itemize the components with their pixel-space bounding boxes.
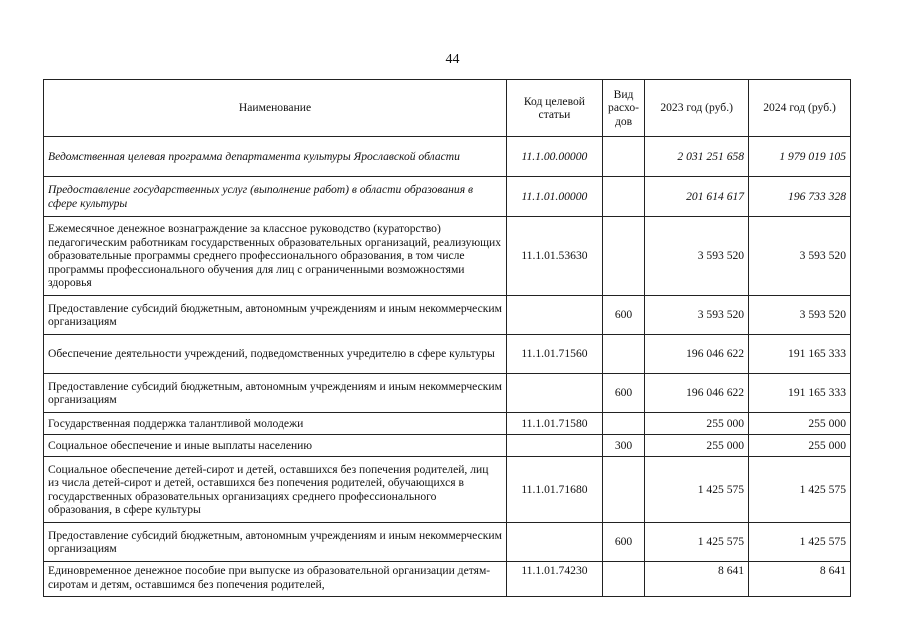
row-2024: 3 593 520 xyxy=(749,296,851,335)
row-2024: 1 979 019 105 xyxy=(749,137,851,177)
header-2024: 2024 год (руб.) xyxy=(749,80,851,137)
row-kind xyxy=(602,177,644,217)
header-kind: Вид расхо-дов xyxy=(602,80,644,137)
row-2023: 196 046 622 xyxy=(645,374,749,413)
row-kind: 300 xyxy=(602,435,644,457)
table-row xyxy=(44,435,851,457)
table-row xyxy=(44,217,851,296)
row-2023: 3 593 520 xyxy=(645,217,749,296)
row-2024: 255 000 xyxy=(749,413,851,435)
row-name: Ведомственная целевая программа департамента культуры Ярославской области xyxy=(44,137,507,177)
header-code: Код целевой статьи xyxy=(507,80,603,137)
row-kind xyxy=(602,413,644,435)
row-code xyxy=(507,523,603,562)
row-kind: 600 xyxy=(602,523,644,562)
row-2024: 1 425 575 xyxy=(749,523,851,562)
row-kind xyxy=(602,217,644,296)
row-name: Ежемесячное денежное вознаграждение за классное руководство (кураторство) педагогическим работникам государственных образовательных организаций, реализующих образовательные программы среднего профессионального образования, в том числе программы профессионального обучения для лиц с ограниченными возможностями здоровья xyxy=(44,217,507,296)
row-name: Предоставление субсидий бюджетным, автономным учреждениям и иным некоммерческим организациям xyxy=(44,523,507,562)
row-code: 11.1.01.53630 xyxy=(507,217,603,296)
row-2023: 201 614 617 xyxy=(645,177,749,217)
table-row xyxy=(44,562,851,597)
row-name: Государственная поддержка талантливой молодежи xyxy=(44,413,507,435)
row-2023: 8 641 xyxy=(645,562,749,597)
row-name: Предоставление субсидий бюджетным, автономным учреждениям и иным некоммерческим организациям xyxy=(44,296,507,335)
row-kind xyxy=(602,562,644,597)
row-2024: 255 000 xyxy=(749,435,851,457)
row-code: 11.1.00.00000 xyxy=(507,137,603,177)
row-kind xyxy=(602,457,644,523)
table-row xyxy=(44,296,851,335)
row-2023: 255 000 xyxy=(645,413,749,435)
row-code: 11.1.01.00000 xyxy=(507,177,603,217)
table-row xyxy=(44,413,851,435)
row-name: Единовременное денежное пособие при выпуске из образовательной организации детям-сиротам и детям, оставшимся без попечения родителей, xyxy=(44,562,507,597)
row-kind xyxy=(602,137,644,177)
table-row xyxy=(44,177,851,217)
page-number: 44 xyxy=(445,52,460,67)
row-name: Социальное обеспечение детей-сирот и детей, оставшихся без попечения родителей, лиц из числа детей-сирот и детей, оставшихся без попечения родителей, обучающихся в государственных образовательных организациях среднего профессионального образования, в сфере культуры xyxy=(44,457,507,523)
row-name: Предоставление субсидий бюджетным, автономным учреждениям и иным некоммерческим организациям xyxy=(44,374,507,413)
budget-table xyxy=(43,79,851,597)
table-row xyxy=(44,335,851,374)
row-2024: 196 733 328 xyxy=(749,177,851,217)
row-2024: 191 165 333 xyxy=(749,374,851,413)
table-row xyxy=(44,523,851,562)
row-code: 11.1.01.71560 xyxy=(507,335,603,374)
row-2024: 3 593 520 xyxy=(749,217,851,296)
table-header-row xyxy=(44,80,851,137)
table-row xyxy=(44,374,851,413)
row-2024: 191 165 333 xyxy=(749,335,851,374)
row-2023: 2 031 251 658 xyxy=(645,137,749,177)
row-2024: 8 641 xyxy=(749,562,851,597)
row-2023: 255 000 xyxy=(645,435,749,457)
row-kind: 600 xyxy=(602,296,644,335)
row-code xyxy=(507,374,603,413)
row-name: Предоставление государственных услуг (выполнение работ) в области образования в сфере культуры xyxy=(44,177,507,217)
row-2024: 1 425 575 xyxy=(749,457,851,523)
row-code xyxy=(507,435,603,457)
header-2023: 2023 год (руб.) xyxy=(645,80,749,137)
row-name: Обеспечение деятельности учреждений, подведомственных учредителю в сфере культуры xyxy=(44,335,507,374)
row-kind: 600 xyxy=(602,374,644,413)
row-kind xyxy=(602,335,644,374)
row-2023: 196 046 622 xyxy=(645,335,749,374)
table-row xyxy=(44,457,851,523)
row-code: 11.1.01.74230 xyxy=(507,562,603,597)
row-code xyxy=(507,296,603,335)
row-name: Социальное обеспечение и иные выплаты населению xyxy=(44,435,507,457)
row-code: 11.1.01.71580 xyxy=(507,413,603,435)
row-2023: 1 425 575 xyxy=(645,457,749,523)
row-2023: 1 425 575 xyxy=(645,523,749,562)
header-name: Наименование xyxy=(44,80,507,137)
table-row xyxy=(44,137,851,177)
row-code: 11.1.01.71680 xyxy=(507,457,603,523)
row-2023: 3 593 520 xyxy=(645,296,749,335)
